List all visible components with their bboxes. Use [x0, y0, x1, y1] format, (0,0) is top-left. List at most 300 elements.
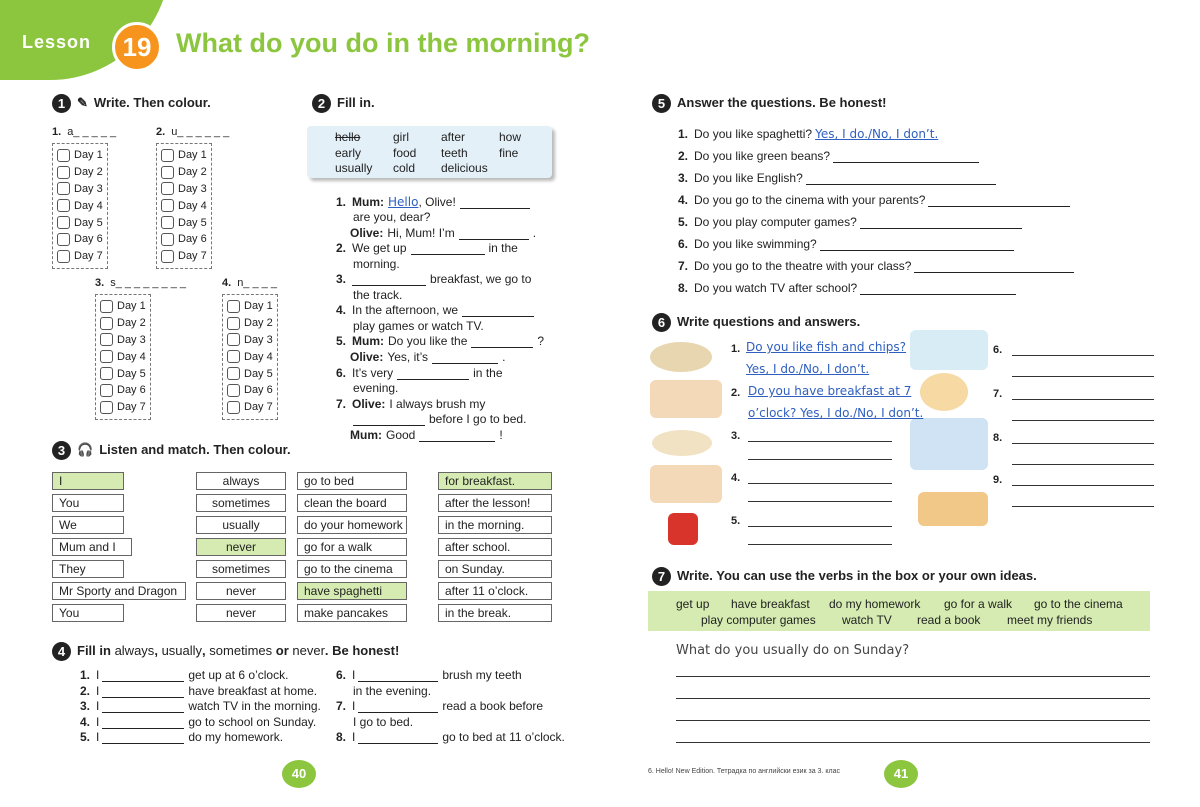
verb-word: meet my friends	[1007, 613, 1093, 627]
phrase-cell[interactable]: in the break.	[438, 604, 552, 622]
word-how: how	[499, 130, 522, 144]
lesson-label: Lesson	[22, 32, 92, 52]
ex2-line	[353, 381, 402, 395]
blank[interactable]	[358, 702, 438, 713]
day-label: Day 7	[178, 250, 207, 263]
ex2-line	[336, 303, 538, 317]
text: morning.	[353, 257, 400, 271]
checkbox[interactable]	[227, 367, 240, 380]
text: .	[502, 350, 506, 364]
adverb-cell[interactable]: never	[196, 582, 286, 600]
answer-line[interactable]	[860, 284, 1016, 295]
verb-cell[interactable]: go to bed	[297, 472, 407, 490]
verb-cell[interactable]: go for a walk	[297, 538, 407, 556]
ex7-heading: 7 Write. You can use the verbs in the box or your own ideas.	[652, 567, 1037, 586]
day-box	[52, 143, 108, 269]
subject-cell[interactable]: We	[52, 516, 124, 534]
checkbox[interactable]	[227, 317, 240, 330]
blank[interactable]	[102, 702, 184, 713]
ex2-line	[336, 397, 489, 411]
box-number: 2.	[156, 126, 166, 138]
subject-cell[interactable]: Mr Sporty and Dragon	[52, 582, 186, 600]
text: Do you like the	[388, 334, 468, 348]
ex2-line	[336, 366, 503, 380]
day-row[interactable]	[161, 214, 207, 231]
ex3-number: 3	[52, 441, 71, 460]
phrase-cell[interactable]: on Sunday.	[438, 560, 552, 578]
word-early: early	[335, 146, 362, 160]
speaker: Mum:	[352, 195, 385, 209]
speaker: Olive:	[350, 226, 384, 240]
word-usually: usually	[335, 161, 373, 175]
verb-word: do my homework	[829, 597, 921, 611]
item-number: 6.	[336, 366, 347, 380]
answer-line[interactable]	[833, 152, 979, 163]
house-clock-image	[910, 330, 988, 370]
box-number: 4.	[222, 277, 232, 289]
box-label	[52, 126, 116, 138]
verb-cell[interactable]: clean the board	[297, 494, 407, 512]
answer: Yes, I do./No, I don’t.	[815, 127, 939, 141]
text: I	[352, 668, 356, 682]
phrase-cell[interactable]: after school.	[438, 538, 552, 556]
subject-cell[interactable]: You	[52, 494, 124, 512]
item-number: 3.	[678, 171, 689, 185]
verb-word: go to the cinema	[1034, 597, 1123, 611]
verb-cell[interactable]: go to the cinema	[297, 560, 407, 578]
phrase-cell[interactable]: after the lesson!	[438, 494, 552, 512]
write-line[interactable]	[676, 742, 1150, 743]
ex5-line	[678, 281, 1016, 295]
day-label: Day 3	[244, 333, 273, 346]
subject-cell[interactable]: They	[52, 560, 124, 578]
text: I	[96, 714, 100, 729]
left-page-number: 40	[282, 760, 316, 788]
item-number: 7.	[336, 699, 347, 713]
answer-line[interactable]	[748, 544, 892, 545]
answer-line[interactable]	[1012, 485, 1154, 486]
day-label: Day 1	[178, 149, 207, 162]
word-teeth: teeth	[441, 146, 468, 160]
day-label: Day 7	[74, 250, 103, 263]
text: go to bed at 11 o’clock.	[442, 730, 565, 744]
day-row[interactable]	[100, 348, 146, 365]
checkbox[interactable]	[227, 350, 240, 363]
ex5-line	[678, 237, 1014, 251]
ex4-line	[336, 668, 522, 682]
text: I	[352, 699, 356, 713]
question: Do you go to the cinema with your parents?	[694, 193, 926, 207]
box-hint: s_ _ _ _ _ _ _ _	[110, 277, 187, 289]
day-label: Day 4	[117, 350, 146, 363]
day-label: Day 6	[74, 233, 103, 246]
text: before I go to bed.	[429, 412, 527, 426]
text: evening.	[353, 381, 399, 395]
text: I always brush my	[389, 397, 486, 411]
answer-line[interactable]	[1012, 376, 1154, 377]
subject-cell[interactable]: You	[52, 604, 124, 622]
write-line[interactable]	[676, 676, 1150, 677]
ex3-heading: 3 🎧 Listen and match. Then colour.	[52, 441, 291, 460]
checkbox[interactable]	[161, 216, 174, 229]
question: Do you play computer games?	[694, 215, 857, 229]
question: Do you watch TV after school?	[694, 281, 858, 295]
ex2-line	[353, 412, 526, 426]
checkbox[interactable]	[161, 149, 174, 162]
footer-credit: 6. Hello! New Edition. Тетрадка по английски език за 3. клас	[648, 768, 840, 775]
day-row[interactable]	[227, 399, 273, 416]
text: !	[499, 428, 503, 442]
blank[interactable]	[411, 244, 485, 255]
item-number: 8.	[993, 432, 1003, 444]
word-food: food	[393, 146, 417, 160]
day-row[interactable]	[161, 164, 207, 181]
answer-line[interactable]	[748, 483, 892, 484]
text: In the afternoon, we	[352, 303, 459, 317]
item-number: 6.	[678, 237, 689, 251]
ex5-line	[678, 127, 938, 141]
day-row[interactable]	[227, 298, 273, 315]
word-delicious: delicious	[441, 161, 488, 175]
phrase-cell[interactable]: for breakfast.	[438, 472, 552, 490]
phrase-cell[interactable]: after 11 o’clock.	[438, 582, 552, 600]
item-number: 7.	[336, 397, 347, 411]
bed-clock-image	[910, 418, 988, 470]
box-hint: n_ _ _ _	[237, 277, 277, 289]
adverb-cell[interactable]: sometimes	[196, 560, 286, 578]
answer-line[interactable]	[748, 441, 892, 442]
ex2-line	[353, 288, 406, 302]
day-label: Day 6	[178, 233, 207, 246]
day-row[interactable]	[100, 399, 146, 416]
adverb-cell[interactable]: always	[196, 472, 286, 490]
item-number: 2.	[731, 387, 741, 399]
speaker: Mum:	[350, 428, 382, 442]
day-label: Day 3	[74, 182, 103, 195]
text: , Olive!	[418, 195, 456, 209]
verb-word: go for a walk	[944, 597, 1013, 611]
day-row[interactable]	[57, 214, 103, 231]
blank[interactable]	[102, 733, 184, 744]
verb-word: get up	[676, 597, 710, 611]
adverb-cell[interactable]: never	[196, 538, 286, 556]
handwritten-answer: Do you like fish and chips?	[746, 340, 907, 354]
ex2-line	[336, 334, 544, 348]
ex1-number: 1	[52, 94, 71, 113]
text: have breakfast at home.	[188, 683, 318, 698]
item-number: 1.	[678, 127, 689, 141]
adverb-cell[interactable]: never	[196, 604, 286, 622]
ex5-line	[678, 149, 979, 163]
item-number: 3.	[80, 699, 91, 713]
checkbox[interactable]	[161, 199, 174, 212]
day-label: Day 1	[244, 300, 273, 313]
day-row[interactable]	[161, 231, 207, 248]
answer-line[interactable]	[748, 526, 892, 527]
item-number: 2.	[678, 149, 689, 163]
handwritten-answer: o’clock? Yes, I do./No, I don’t.	[748, 406, 924, 420]
day-label: Day 7	[117, 401, 146, 414]
box-label	[156, 126, 229, 138]
checkbox[interactable]	[227, 401, 240, 414]
day-row[interactable]	[57, 197, 103, 214]
day-label: Day 2	[178, 166, 207, 179]
blank[interactable]	[419, 431, 495, 442]
word-after: after	[441, 130, 466, 144]
day-row[interactable]	[227, 365, 273, 382]
text: We get up	[352, 241, 407, 255]
item-number: 8.	[336, 730, 347, 744]
day-row[interactable]	[227, 382, 273, 399]
ex2-line	[350, 226, 536, 240]
ex5-line	[678, 171, 996, 185]
day-row[interactable]	[227, 332, 273, 349]
ex4-line	[80, 684, 317, 698]
day-row[interactable]	[100, 365, 146, 382]
ex2-line	[350, 428, 503, 442]
checkbox[interactable]	[227, 384, 240, 397]
ex2-line	[353, 210, 434, 224]
day-label: Day 5	[244, 367, 273, 380]
checkbox[interactable]	[161, 182, 174, 195]
answer-line[interactable]	[748, 459, 892, 460]
verb-cell[interactable]: have spaghetti	[297, 582, 407, 600]
item-number: 1.	[80, 668, 91, 682]
checkbox[interactable]	[227, 333, 240, 346]
day-row[interactable]	[57, 164, 103, 181]
box-label	[222, 277, 277, 289]
ex2-line	[353, 319, 488, 333]
day-label: Day 4	[244, 350, 273, 363]
text: in the	[473, 366, 503, 380]
boy-eating-clock-image	[650, 465, 722, 503]
pencil-icon: ✎	[77, 94, 88, 110]
question: Do you like English?	[694, 171, 803, 185]
question: Do you like swimming?	[694, 237, 817, 251]
ex1-heading: 1 ✎ Write. Then colour.	[52, 94, 211, 113]
write-line[interactable]	[676, 698, 1150, 699]
text: get up at 6 o’clock.	[188, 668, 289, 682]
verb-cell[interactable]: do your homework	[297, 516, 407, 534]
checkbox[interactable]	[161, 250, 174, 263]
blank[interactable]	[102, 671, 184, 682]
day-row[interactable]	[100, 332, 146, 349]
answer-line[interactable]	[748, 501, 892, 502]
answer-line[interactable]	[1012, 464, 1154, 465]
day-row[interactable]	[57, 248, 103, 265]
text: watch TV in the morning.	[188, 699, 321, 713]
item-number: 7.	[678, 259, 689, 273]
checkbox[interactable]	[57, 233, 70, 246]
answer-line[interactable]	[1012, 506, 1154, 507]
day-row[interactable]	[57, 181, 103, 198]
ex2-line	[336, 272, 531, 286]
answer-line[interactable]	[1012, 399, 1154, 400]
question: Do you go to the theatre with your class?	[694, 259, 912, 273]
checkbox[interactable]	[57, 166, 70, 179]
box-label	[95, 277, 186, 289]
item-number: 2.	[80, 683, 91, 698]
day-row[interactable]	[100, 315, 146, 332]
ex5-number: 5	[652, 94, 671, 113]
handwritten-answer: Yes, I do./No, I don’t.	[746, 362, 870, 376]
adverb-cell[interactable]: usually	[196, 516, 286, 534]
answer-line[interactable]	[914, 262, 1074, 273]
adverb-cell[interactable]: sometimes	[196, 494, 286, 512]
blank[interactable]	[358, 671, 438, 682]
blank[interactable]	[358, 733, 438, 744]
box-hint: u_ _ _ _ _ _	[171, 126, 230, 138]
day-row[interactable]	[161, 147, 207, 164]
subject-cell[interactable]: Mum and I	[52, 538, 132, 556]
day-row[interactable]	[161, 248, 207, 265]
ex2-heading: 2 Fill in.	[312, 94, 375, 113]
right-page-number: 41	[884, 760, 918, 788]
ex4-line	[353, 715, 413, 729]
item-number: 5.	[731, 515, 741, 527]
verb-word: have breakfast	[731, 597, 810, 611]
speaker: Mum:	[352, 334, 385, 348]
answer-line[interactable]	[806, 174, 996, 185]
checkbox[interactable]	[57, 216, 70, 229]
text: It’s very	[352, 366, 394, 380]
checkbox[interactable]	[100, 367, 113, 380]
question: Do you like spaghetti?	[694, 127, 813, 141]
question: Do you like green beans?	[694, 149, 831, 163]
day-row[interactable]	[227, 315, 273, 332]
page-title: What do you do in the morning?	[176, 28, 590, 58]
ex2-line	[350, 350, 505, 364]
ex4-line	[336, 699, 543, 713]
text: I	[96, 730, 100, 744]
item-number: 6.	[993, 344, 1003, 356]
blank[interactable]	[471, 337, 533, 348]
text: in the	[488, 241, 518, 255]
fish-and-chips-image	[650, 342, 712, 372]
day-row[interactable]	[161, 181, 207, 198]
phrase-cell[interactable]: in the morning.	[438, 516, 552, 534]
lesson-number: 19	[112, 22, 162, 72]
word-box	[307, 126, 552, 178]
item-number: 4.	[336, 303, 347, 317]
write-line[interactable]	[676, 720, 1150, 721]
ex7-number: 7	[652, 567, 671, 586]
checkbox[interactable]	[57, 149, 70, 162]
day-label: Day 2	[74, 166, 103, 179]
blank[interactable]	[102, 718, 184, 729]
boy-breakfast-clock-image	[650, 380, 722, 418]
text: are you, dear?	[353, 210, 431, 224]
verb-word: read a book	[917, 613, 981, 627]
checkbox[interactable]	[161, 166, 174, 179]
ex6-number: 6	[652, 313, 671, 332]
answer-line[interactable]	[820, 240, 1014, 251]
item-number: 5.	[336, 334, 347, 348]
day-label: Day 5	[74, 216, 103, 229]
ex5-line	[678, 193, 1070, 207]
ex4-heading: 4 Fill in always, usually, sometimes or never. Be honest!	[52, 642, 399, 661]
item-number: 1.	[336, 195, 347, 209]
speaker: Olive:	[350, 350, 384, 364]
day-label: Day 7	[244, 401, 273, 414]
checkbox[interactable]	[100, 317, 113, 330]
checkbox[interactable]	[100, 384, 113, 397]
text: Hi, Mum! I’m	[387, 226, 455, 240]
speaker: Olive:	[352, 397, 386, 411]
checkbox[interactable]	[161, 233, 174, 246]
answer-line[interactable]	[860, 218, 1022, 229]
verb-word: play computer games	[701, 613, 816, 627]
blank[interactable]	[102, 687, 184, 698]
day-label: Day 1	[74, 149, 103, 162]
text: go to school on Sunday.	[188, 714, 317, 729]
checkbox[interactable]	[100, 300, 113, 313]
checkbox[interactable]	[227, 300, 240, 313]
answer-line[interactable]	[928, 196, 1070, 207]
item-number: 6.	[336, 668, 347, 682]
item-number: 8.	[678, 281, 689, 295]
ex2-line	[336, 195, 530, 209]
item-number: 3.	[336, 272, 347, 286]
blank[interactable]	[460, 198, 530, 209]
item-number: 4.	[80, 714, 91, 729]
day-row[interactable]	[57, 231, 103, 248]
text: I	[96, 668, 100, 682]
item-number: 5.	[80, 730, 91, 744]
checkbox[interactable]	[100, 350, 113, 363]
text: brush my teeth	[442, 668, 522, 682]
day-row[interactable]	[100, 298, 146, 315]
text: play games or watch TV.	[353, 319, 484, 333]
ex4-line	[353, 684, 431, 698]
checkbox[interactable]	[57, 182, 70, 195]
day-row[interactable]	[100, 382, 146, 399]
day-row[interactable]	[57, 147, 103, 164]
blank[interactable]	[353, 415, 425, 426]
checkbox[interactable]	[57, 250, 70, 263]
blank[interactable]	[432, 353, 498, 364]
subject-cell[interactable]: I	[52, 472, 124, 490]
day-box	[95, 294, 151, 420]
day-row[interactable]	[161, 197, 207, 214]
checkbox[interactable]	[100, 401, 113, 414]
verb-cell[interactable]: make pancakes	[297, 604, 407, 622]
day-label: Day 5	[178, 216, 207, 229]
day-row[interactable]	[227, 348, 273, 365]
day-box	[222, 294, 278, 420]
answer-line[interactable]	[1012, 355, 1154, 356]
item-number: 3.	[731, 430, 741, 442]
day-label: Day 2	[117, 317, 146, 330]
sandwiches-juice-image	[918, 492, 988, 526]
text: in the evening.	[353, 683, 432, 698]
box-number: 1.	[52, 126, 62, 138]
blank[interactable]	[462, 306, 534, 317]
answer-line[interactable]	[1012, 420, 1154, 421]
blank[interactable]	[459, 229, 529, 240]
verb-word: watch TV	[842, 613, 892, 627]
blank[interactable]	[352, 275, 426, 286]
item-number: 2.	[336, 241, 347, 255]
checkbox[interactable]	[57, 199, 70, 212]
text: .	[532, 226, 537, 240]
text: ?	[537, 334, 545, 348]
blank[interactable]	[397, 369, 469, 380]
answer-line[interactable]	[1012, 443, 1154, 444]
ex2-line	[336, 241, 518, 255]
ex2-number: 2	[312, 94, 331, 113]
checkbox[interactable]	[100, 333, 113, 346]
